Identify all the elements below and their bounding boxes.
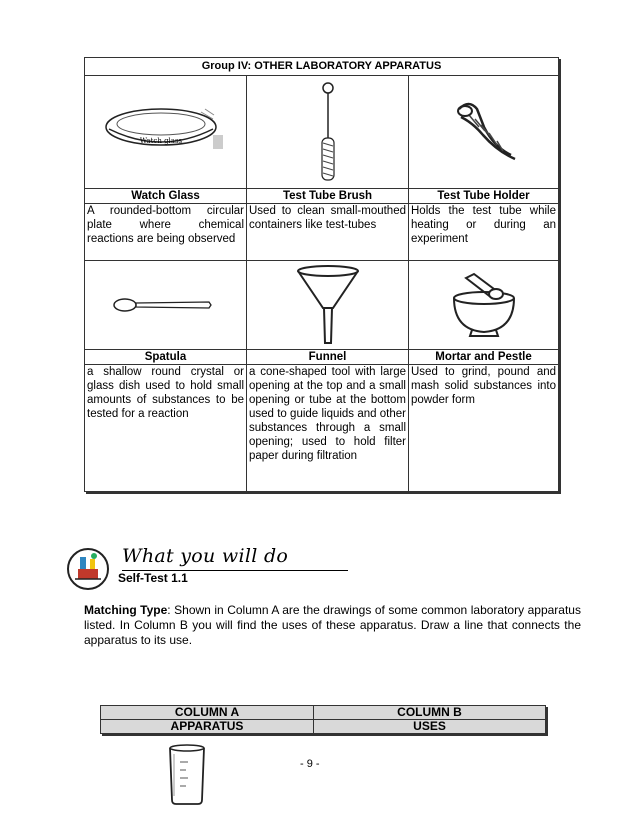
beaker-icon: [166, 744, 208, 806]
matching-table: [100, 705, 546, 734]
apparatus-name: Funnel: [247, 350, 409, 365]
spatula-icon: [111, 290, 221, 320]
column-b-header: COLUMN B: [314, 706, 546, 720]
test-tube-holder-image-cell: [409, 76, 559, 189]
apparatus-name: Test Tube Holder: [409, 189, 559, 204]
apparatus-description: Holds the test tube while heating or during an experiment: [409, 204, 559, 261]
funnel-icon: [293, 263, 363, 348]
instructions-paragraph: [84, 603, 581, 648]
apparatus-description: A rounded-bottom circular plate where chemical reactions are being observed: [85, 204, 247, 261]
column-a-header: COLUMN A: [101, 706, 314, 720]
group-title: Group IV: OTHER LABORATORY APPARATUS: [85, 58, 559, 76]
instructions-text: : Shown in Column A are the drawings of some common laboratory apparatus listed. In Column B you will find the uses of these apparatus. Draw a line that connects the apparatus to its use.: [84, 603, 581, 647]
test-tube-brush-icon: [308, 80, 348, 185]
apparatus-name: Test Tube Brush: [247, 189, 409, 204]
apparatus-name: Mortar and Pestle: [409, 350, 559, 365]
instructions-label: Matching Type: [84, 603, 168, 617]
apparatus-description: a cone-shaped tool with large opening at the top and a small opening or tube at the bottom used to guide liquids and other substances through a small opening; used to hold filter paper during filtration: [247, 365, 409, 492]
column-b-subheader: USES: [314, 720, 546, 734]
apparatus-description: Used to clean small-mouthed containers like test-tubes: [247, 204, 409, 261]
what-you-will-do-section: [66, 545, 366, 597]
watch-glass-image-cell: [85, 76, 247, 189]
page-number: - 9 -: [300, 758, 320, 770]
test-tube-holder-icon: [439, 97, 529, 167]
apparatus-description: a shallow round crystal or glass dish used to hold small amounts of substances to be tested for a reaction: [85, 365, 247, 492]
spatula-image-cell: [85, 261, 247, 350]
apparatus-name: Spatula: [85, 350, 247, 365]
column-a-subheader: APPARATUS: [101, 720, 314, 734]
activity-badge-icon: [66, 547, 110, 591]
apparatus-name: Watch Glass: [85, 189, 247, 204]
mortar-pestle-image-cell: [409, 261, 559, 350]
watch-glass-icon: [101, 97, 231, 167]
funnel-image-cell: [247, 261, 409, 350]
apparatus-description: Used to grind, pound and mash solid substances into powder form: [409, 365, 559, 492]
section-title: What you will do: [122, 545, 289, 567]
apparatus-table: [84, 57, 559, 492]
watch-glass-caption: Watch glass: [139, 137, 182, 145]
mortar-pestle-icon: [444, 270, 524, 340]
self-test-label: Self-Test 1.1: [118, 571, 188, 585]
test-tube-brush-image-cell: [247, 76, 409, 189]
